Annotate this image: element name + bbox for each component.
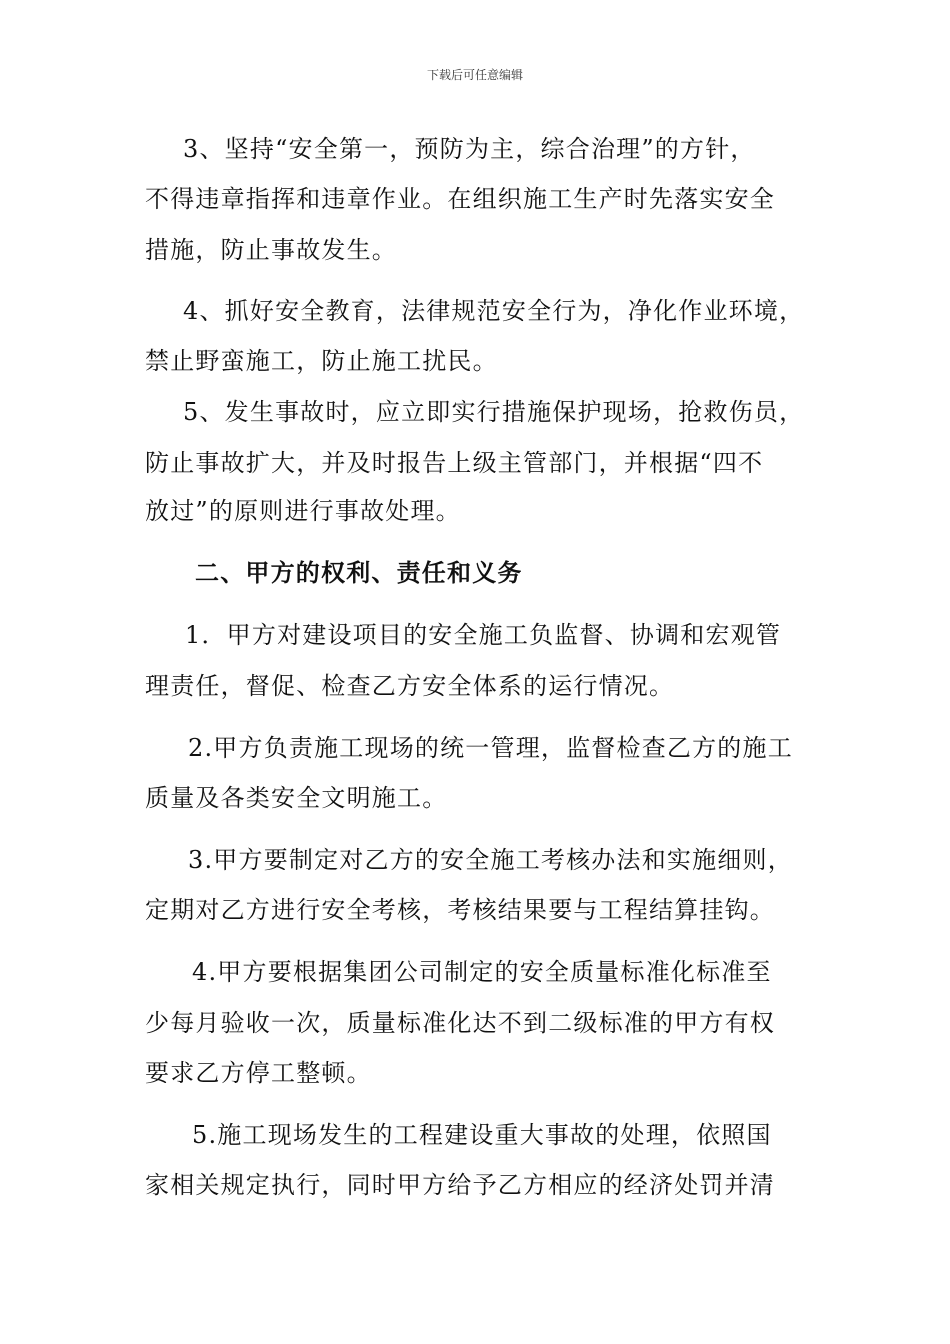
text-line: 禁止野蛮施工，防止施工扰民。 bbox=[145, 347, 498, 375]
text-line: 防止事故扩大，并及时报告上级主管部门，并根据“四不 bbox=[145, 449, 764, 477]
text-line: 1．甲方对建设项目的安全施工负监督、协调和宏观管 bbox=[185, 621, 782, 649]
text-line: 4、抓好安全教育，法律规范安全行为，净化作业环境， bbox=[183, 297, 805, 325]
text-line: 理责任，督促、检查乙方安全体系的运行情况。 bbox=[145, 672, 675, 700]
text-line: 5.施工现场发生的工程建设重大事故的处理，依照国 bbox=[192, 1121, 772, 1149]
text-line: 措施，防止事故发生。 bbox=[145, 236, 397, 264]
text-line: 要求乙方停工整顿。 bbox=[145, 1059, 372, 1087]
text-line: 家相关规定执行，同时甲方给予乙方相应的经济处罚并清 bbox=[145, 1171, 775, 1199]
text-line: 少每月验收一次，质量标准化达不到二级标准的甲方有权 bbox=[145, 1009, 775, 1037]
text-line: 质量及各类安全文明施工。 bbox=[145, 784, 448, 812]
text-line: 4.甲方要根据集团公司制定的安全质量标准化标准至 bbox=[192, 958, 772, 986]
text-line: 放过”的原则进行事故处理。 bbox=[145, 497, 461, 525]
section-heading: 二、甲方的权利、责任和义务 bbox=[195, 558, 523, 587]
text-line: 定期对乙方进行安全考核，考核结果要与工程结算挂钩。 bbox=[145, 896, 775, 924]
page-header: 下载后可任意编辑 bbox=[426, 68, 523, 82]
text-line: 3.甲方要制定对乙方的安全施工考核办法和实施细则， bbox=[188, 846, 793, 874]
text-line: 5、发生事故时，应立即实行措施保护现场，抢救伤员， bbox=[183, 398, 805, 426]
text-line: 3、坚持“安全第一，预防为主，综合治理”的方针， bbox=[183, 135, 756, 163]
text-line: 不得违章指挥和违章作业。在组织施工生产时先落实安全 bbox=[145, 185, 775, 213]
text-line: 2.甲方负责施工现场的统一管理，监督检查乙方的施工 bbox=[188, 734, 793, 762]
